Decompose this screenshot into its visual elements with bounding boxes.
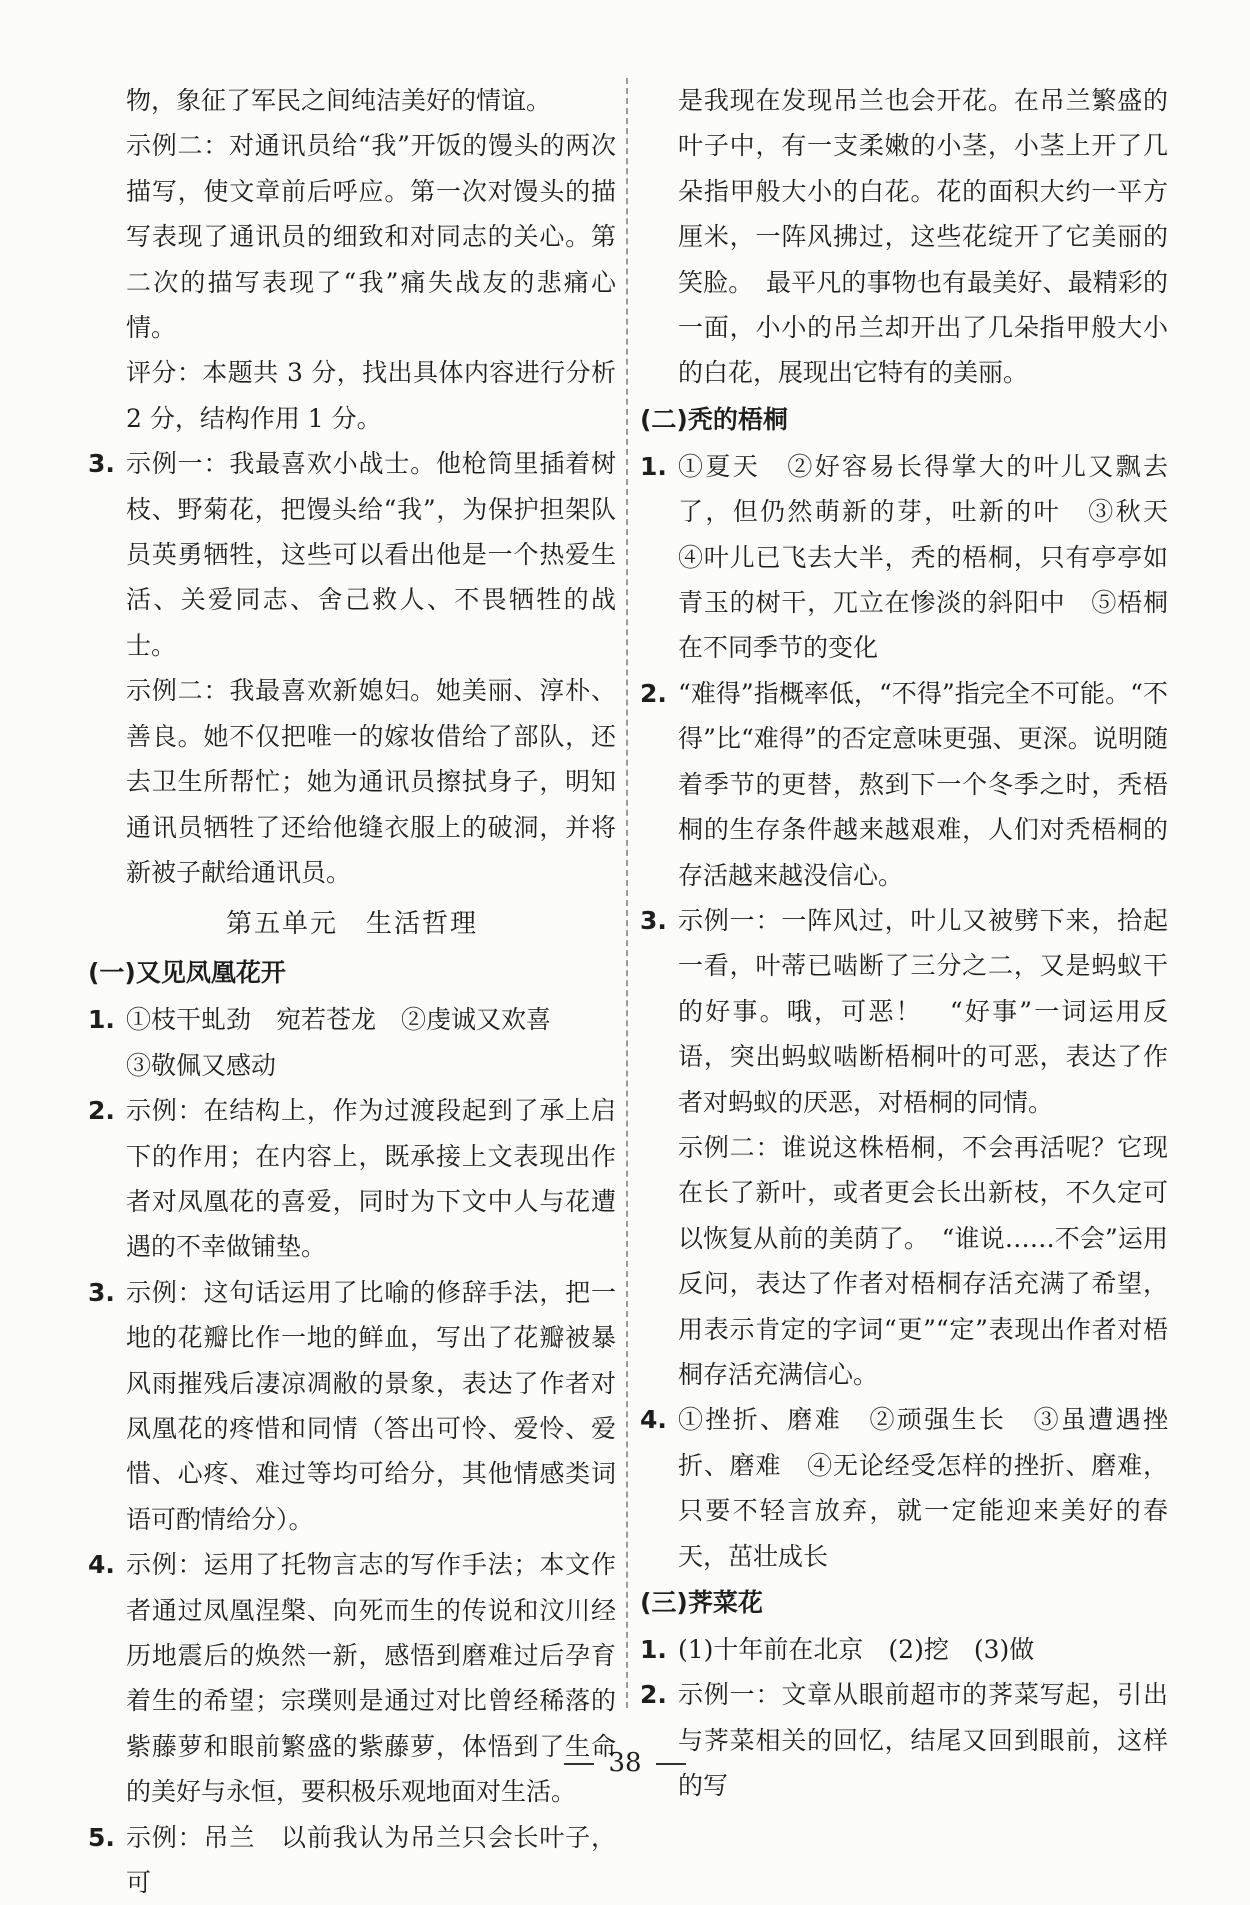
page-number: 38	[608, 1748, 642, 1778]
page-footer	[0, 1748, 1250, 1778]
answer-text: 示例二：我最喜欢新媳妇。她美丽、淳朴、善良。她不仅把唯一的嫁妆借给了部队，还去卫生所帮忙；她为通讯员擦拭身子，明知通讯员牺牲了还给他缝衣服上的破洞，并将新被子献给通讯员。	[126, 676, 616, 887]
question-number: 3.	[88, 1277, 115, 1307]
paragraph: 示例二：对通讯员给“我”开饭的馒头的两次描写，使文章前后呼应。第一次对馒头的描写表现了通讯员的细致和对同志的关心。第二次的描写表现了“我”痛失战友的悲痛心情。	[126, 131, 616, 343]
answer-text: 示例：运用了托物言志的写作手法；本文作者通过凤凰涅槃、向死而生的传说和汶川经历地震后的焕然一新，感悟到磨难过后孕育着生的希望；宗璞则是通过对比曾经稀落的紫藤萝和眼前繁盛的紫藤萝，体悟到了生命的美好与永恒，要积极乐观地面对生活。	[126, 1550, 616, 1807]
question-item	[640, 1627, 1168, 1672]
question-number: 3.	[640, 905, 667, 935]
paragraph: 物，象征了军民之间纯洁美好的情谊。	[126, 86, 552, 115]
answer-text: “难得”指概率低，“不得”指完全不可能。“不得”比“难得”的否定意味更强、更深。说明随着季节的更替，熬到下一个冬季之时，秃梧桐的生存条件越来越艰难，人们对秃梧桐的存活越来越没信心。	[678, 678, 1168, 890]
question-number: 4.	[88, 1550, 115, 1580]
question-number: 1.	[640, 1635, 667, 1664]
question-number: 2.	[640, 678, 667, 708]
answer-text: (1)十年前在北京 (2)挖 (3)做	[678, 1635, 1035, 1664]
section-heading: (三)荠菜花	[640, 1588, 763, 1617]
left-column	[88, 78, 616, 1905]
question-item	[640, 444, 1194, 671]
question-item	[88, 1088, 616, 1270]
question-number: 2.	[640, 1680, 667, 1710]
answer-text: ①枝干虬劲 宛若苍龙 ②虔诚又欢喜	[126, 1005, 552, 1035]
paragraph: 是我现在发现吊兰也会开花。在吊兰繁盛的叶子中，有一支柔嫩的小茎，小茎上开了几朵指甲般大小的白花。花的面积大约一平方厘米，一阵风拂过，这些花绽开了它美丽的笑脸。 最平凡的事物也有最美好、最精彩的一面，小小的吊兰却开出了几朵指甲般大小的白花，展现出它特有的美丽。	[678, 86, 1168, 388]
question-number: 5.	[88, 1822, 115, 1852]
question-item	[640, 1397, 1168, 1579]
answer-text: 示例一：我最喜欢小战士。他枪筒里插着树枝、野菊花，把馒头给“我”，为保护担架队员英勇牺牲，这些可以看出他是一个热爱生活、关爱同志、舍己救人、不畏牺牲的战士。	[126, 449, 616, 660]
question-item	[640, 1672, 1168, 1808]
answer-text: 示例二：谁说这株梧桐，不会再活呢？它现在长了新叶，或者更会长出新枝，不久定可以恢复从前的美荫了。 “谁说……不会”运用反问，表达了作者对梧桐存活充满了希望，用表示肯定的字词“更”“定”表现出作者对梧桐存活充满信心。	[678, 1132, 1168, 1389]
question-item	[88, 441, 616, 895]
column-divider	[626, 78, 628, 1708]
right-column	[640, 78, 1194, 1809]
answer-text: 示例一：文章从眼前超市的荠菜写起，引出与荠菜相关的回忆，结尾又回到眼前，这样的写	[678, 1680, 1168, 1801]
question-item	[640, 898, 1168, 1397]
question-number: 1.	[640, 451, 667, 481]
question-item	[88, 997, 616, 1088]
section-heading: (一)又见凤凰花开	[88, 958, 286, 988]
question-number: 4.	[640, 1405, 667, 1435]
footer-dash	[656, 1763, 686, 1765]
answer-text: 示例一：一阵风过，叶儿又被劈下来，拾起一看，叶蒂已啮断了三分之二，又是蚂蚁干的好事。哦，可恶！ “好事”一词运用反语，突出蚂蚁啮断梧桐叶的可恶，表达了作者对蚂蚁的厌恶，对梧桐的同情。	[678, 905, 1168, 1117]
answer-text: ③敬佩又感动	[126, 1050, 277, 1080]
question-item	[88, 1270, 616, 1542]
question-number: 3.	[88, 449, 115, 479]
answer-text: 示例：这句话运用了比喻的修辞手法，把一地的花瓣比作一地的鲜血，写出了花瓣被暴风雨摧残后凄凉凋敝的景象，表达了作者对凤凰花的疼惜和同情（答出可怜、爱怜、爱惜、心疼、难过等均可给分，其他情感类词语可酌情给分）。	[126, 1277, 616, 1534]
answer-text: 示例：在结构上，作为过渡段起到了承上启下的作用；在内容上，既承接上文表现出作者对凤凰花的喜爱，同时为下文中人与花遭遇的不幸做铺垫。	[126, 1096, 616, 1262]
question-number: 2.	[88, 1096, 115, 1126]
section-heading: (二)秃的梧桐	[640, 404, 788, 434]
footer-dash	[564, 1763, 594, 1765]
answer-text: 示例：吊兰 以前我认为吊兰只会长叶子，可	[126, 1822, 616, 1898]
question-item	[88, 1815, 616, 1905]
scoring-note: 评分：本题共 3 分，找出具体内容进行分析 2 分，结构作用 1 分。	[126, 358, 616, 433]
question-item	[640, 671, 1168, 898]
answer-text: ①挫折、磨难 ②顽强生长 ③虽遭遇挫折、磨难 ④无论经受怎样的挫折、磨难，只要不轻言放弃，就一定能迎来美好的春天，茁壮成长	[678, 1405, 1168, 1571]
answer-text: ①夏天 ②好容易长得掌大的叶儿又飘去了，但仍然萌新的芽，吐新的叶 ③秋天 ④叶儿已飞去大半，秃的梧桐，只有亭亭如青玉的树干，兀立在惨淡的斜阳中 ⑤梧桐在不同季节的变化	[678, 451, 1194, 663]
unit-title: 第五单元 生活哲理	[225, 909, 478, 940]
question-number: 1.	[88, 1005, 115, 1035]
